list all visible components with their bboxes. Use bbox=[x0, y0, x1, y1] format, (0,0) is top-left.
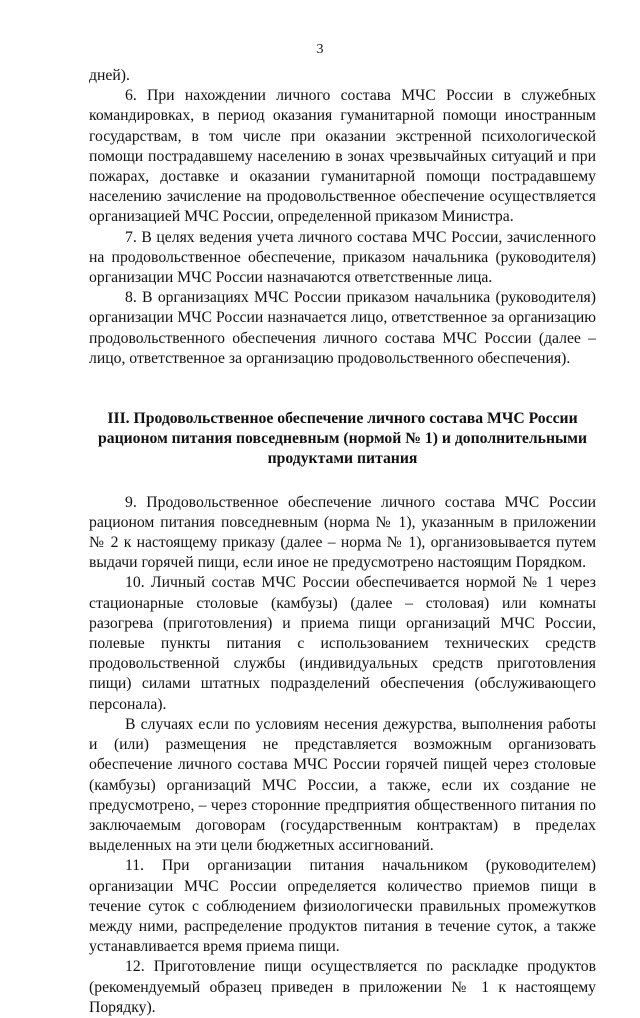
paragraph-7: 7. В целях ведения учета личного состава МЧС России, зачисленного на продовольственное обеспечение, приказом начальника (руководителя) организации МЧС России назначаются ответственные лица. bbox=[89, 228, 596, 287]
paragraph-10: 10. Личный состав МЧС России обеспечивается нормой № 1 через стационарные столовые (камбузы) (далее – столовая) или комнаты разогрева (приготовления) и приема пищи организаций МЧС России, полевые пункты питания с использованием технических средств продовольственной службы (индивидуальных средств приготовления пищи) силами штатных подразделений обеспечения (обслуживающего персонала). bbox=[89, 574, 596, 713]
paragraph-8: 8. В организациях МЧС России приказом начальника (руководителя) организации МЧС России назначается лицо, ответственное за организацию продовольственного обеспечения личного состава МЧС России (далее – лицо, ответственное за организацию продовольственного обеспечения). bbox=[89, 289, 596, 367]
document-body bbox=[89, 66, 596, 1018]
paragraph-continuation: дней). bbox=[89, 67, 130, 84]
page-number: 3 bbox=[316, 42, 324, 57]
paragraph-10-cont: В случаях если по условиям несения дежурства, выполнения работы и (или) размещения не представляется возможным организовать обеспечение личного состава МЧС России горячей пищей через столовые (камбузы) организаций МЧС России, а также, если их создание не предусмотрено, – через сторонние предприятия общественного питания по заключаемым договорам (государственным контрактам) в пределах выделенных на эти цели бюджетных ассигнований. bbox=[89, 715, 596, 855]
paragraph-12: 12. Приготовление пищи осуществляется по раскладке продуктов (рекомендуемый образец приведен в приложении № 1 к настоящему Порядку). bbox=[89, 958, 596, 1016]
paragraph-9: 9. Продовольственное обеспечение личного состава МЧС России рационом питания повседневным (норма № 1), указанным в приложении № 2 к настоящему приказу (далее – норма № 1), организовывается путем выдачи горячей пищи, если иное не предусмотрено настоящим Порядком. bbox=[89, 493, 596, 572]
paragraph-11: 11. При организации питания начальником (руководителем) организации МЧС России определяется количество приемов пищи в течение суток с соблюдением физиологически правильных промежутков между ними, распределение продуктов питания в течение суток, а также устанавливается время приема пищи. bbox=[89, 857, 596, 956]
paragraph-6: 6. При нахождении личного состава МЧС России в служебных командировках, в период оказания гуманитарной помощи иностранным государствам, в том числе при оказании экстренной психологической помощи пострадавшему населению в зонах чрезвычайных ситуаций и при пожарах, доставке и оказании гуманитарной помощи пострадавшему населению зачисление на продовольственное обеспечение осуществляется организацией МЧС России, определенной приказом Министра. bbox=[89, 87, 596, 226]
section-heading: III. Продовольственное обеспечение личного состава МЧС России рационом питания повседневным (нормой № 1) и дополнительными продуктами питания bbox=[98, 410, 587, 468]
